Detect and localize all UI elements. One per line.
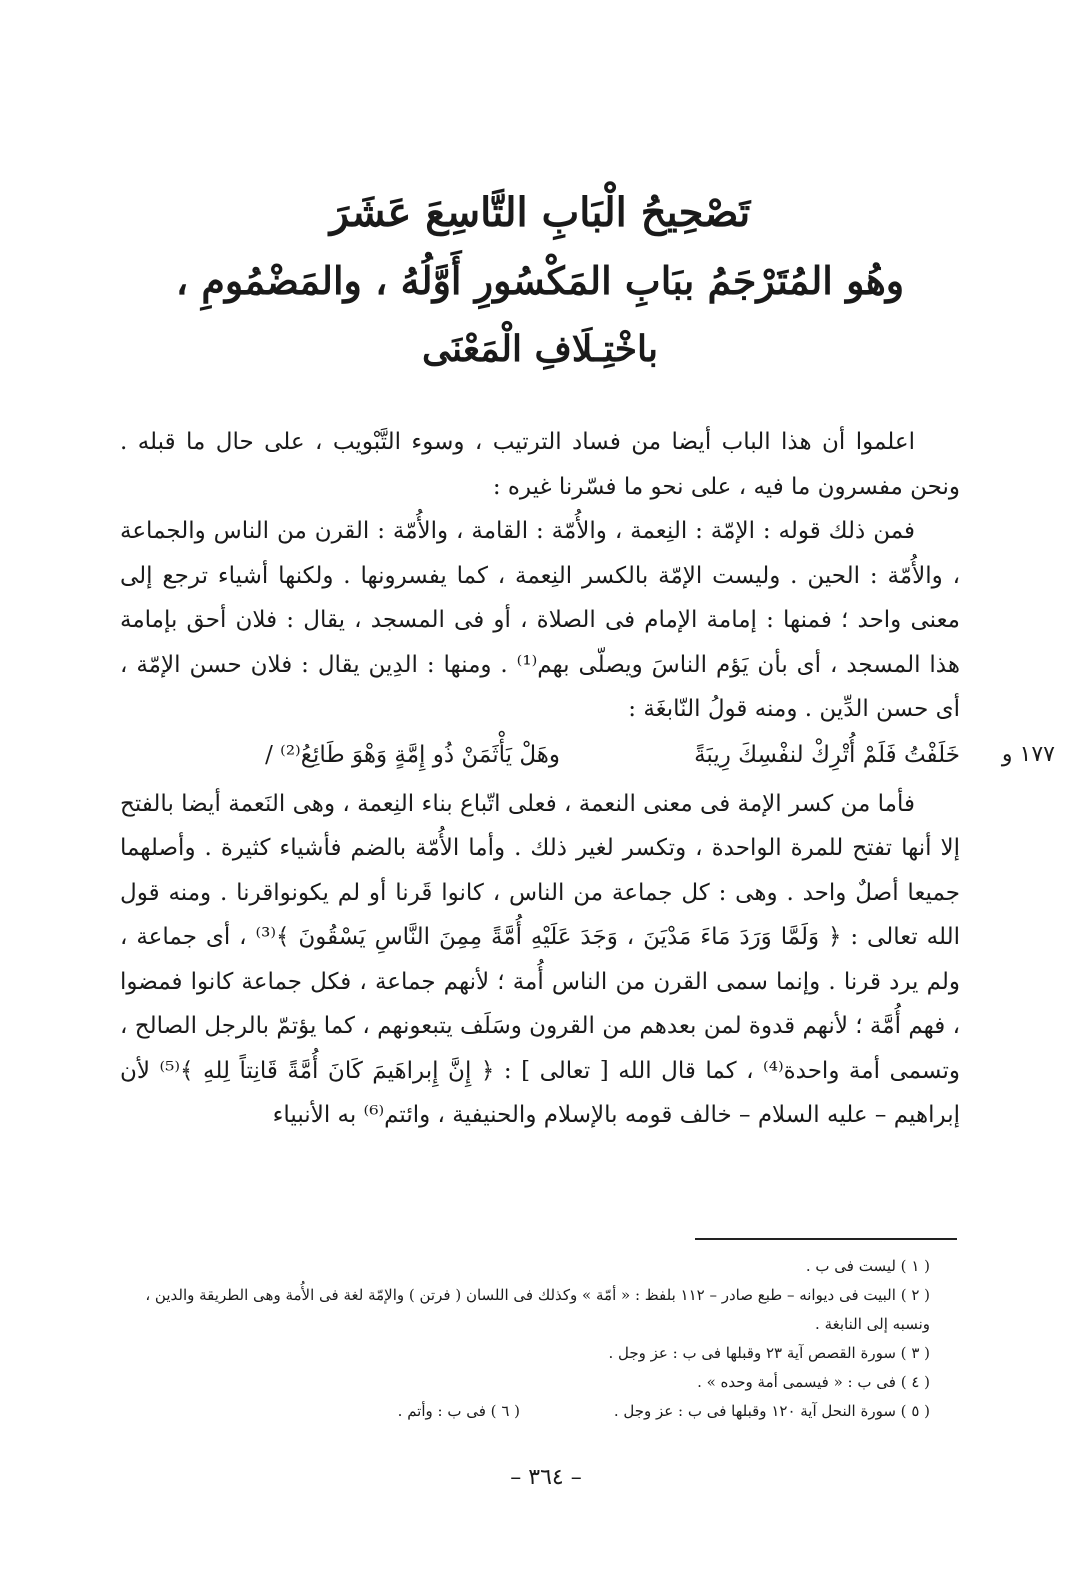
chapter-subtitle-continued: باخْتِـلَافِ الْمَعْنَى <box>421 328 658 370</box>
footnote: ( ٢ ) البيت فى ديوانه – طبع صادر – ١١٢ بلفظ : « أمّة » وكذلك فى اللسان ( فرتن ) والإمّة لغة فى الأُمة وهى الطريقة والدين ، ونسبه إلى النابغة . <box>145 1286 930 1333</box>
verse-second-hemistich: وهَلْ يَأْثَمَنْ ذُو إِمَّةٍ وَهْوَ طَائِعُ⁽²⁾ / <box>265 741 560 768</box>
page-number: – ٣٦٤ – <box>510 1465 582 1490</box>
chapter-title: تَصْحِيحُ الْبَابِ التَّاسِعَ عَشَرَ <box>329 189 751 236</box>
main-text <box>120 420 1055 1138</box>
footnote: ( ١ ) ليست فى ب . <box>805 1257 930 1275</box>
footnote-separator <box>695 1238 957 1240</box>
footnote: ( ٥ ) سورة النحل آية ١٢٠ وقبلها فى ب : عز وجل . <box>613 1402 930 1420</box>
paragraph: فأما من كسر الإمة فى معنى النعمة ، فعلى اتّباع بناء النِعمة ، وهى النَعمة أيضا بالفتح إلا أنها تفتح للمرة الواحدة ، وتكسر لغير ذلك . وأما الأُمّة بالضم فأشياء كثيرة . وأصلهما جميعا أصلٌ واحد . وهى : كل جماعة من الناس ، كانوا قَرنا أو لم يكونواقرنا . ومنه قول الله تعالى : ﴿ وَلَمَّا وَرَدَ مَاءَ مَدْيَنَ ، وَجَدَ عَلَيْهِ أُمَّةً مِمِنَ النَّاسِ يَسْقُونَ ﴾⁽³⁾ ، أى جماعة ، ولم يرد قرنا . وإنما سمى القرن من الناس أُمة ؛ لأنهم جماعة ، فكل جماعة كانوا فمضوا ، فهم أُمَّة ؛ لأنهم قدوة لمن بعدهم من القرون وسَلَف يتبعونهم ، كما يؤتمّ بالرجل الصالح ، وتسمى أمة واحدة⁽⁴⁾ ، كما قال الله [ تعالى ] : ﴿ إِنَّ إِبراهَيمَ كَانَ أُمَّةً قَانِتاً لِلهِ ﴾⁽⁵⁾ لأن إبراهيم – عليه السلام – خالف قومه بالإسلام والحنيفية ، وائتم⁽⁶⁾ به الأنبياء <box>120 790 960 1128</box>
poetry-verse <box>120 732 1055 782</box>
footnote: ( ٤ ) فى ب : « فيسمى أمة وحده » . <box>697 1373 930 1391</box>
paragraph: فمن ذلك قوله : الإمّة : النِعمة ، والأُمّة : القامة ، والأُمّة : القرن من الناس والجماعة ، والأُمّة : الحين . وليست الإمّة بالكسر النِعمة ، كما يفسرونها . ولكنها أشياء ترجع إلى معنى واحد ؛ فمنها : إمامة الإمام فى الصلاة ، أو فى المسجد ، يقال : فلان أحق بإمامة هذا المسجد ، أى بأن يَؤم الناسَ ويصلّى بهم⁽¹⁾ . ومنها : الدِين يقال : فلان حسن الإمّة ، أى حسن الدِّين . ومنه قولُ النّابغَة : <box>120 518 960 722</box>
chapter-title-block <box>120 180 960 382</box>
chapter-subtitle: وهُو المُتَرْجَمُ ببَابِ المَكْسُورِ أَوَّلُهُ ، والمَضْمُومِ ، <box>175 258 905 303</box>
footnote: ( ٣ ) سورة القصص آية ٢٣ وقبلها فى ب : عز وجل . <box>608 1344 930 1362</box>
paragraph: اعلموا أن هذا الباب أيضا من فساد الترتيب ، وسوء التَّبْويب ، على حال ما قبله . ونحن مفسرون ما فيه ، على نحو ما فسّرنا غيره : <box>120 429 960 500</box>
footnote-row <box>110 1397 930 1426</box>
footnote: ( ٦ ) فى ب : وأتم . <box>397 1402 520 1420</box>
verse-first-hemistich: خَلَفْتُ فَلَمْ أُتْرِكْ لنفْسِكَ رِيبَةً <box>694 741 960 768</box>
folio-marker: ١٧٧ و <box>1001 741 1055 767</box>
footnotes <box>110 1252 930 1426</box>
